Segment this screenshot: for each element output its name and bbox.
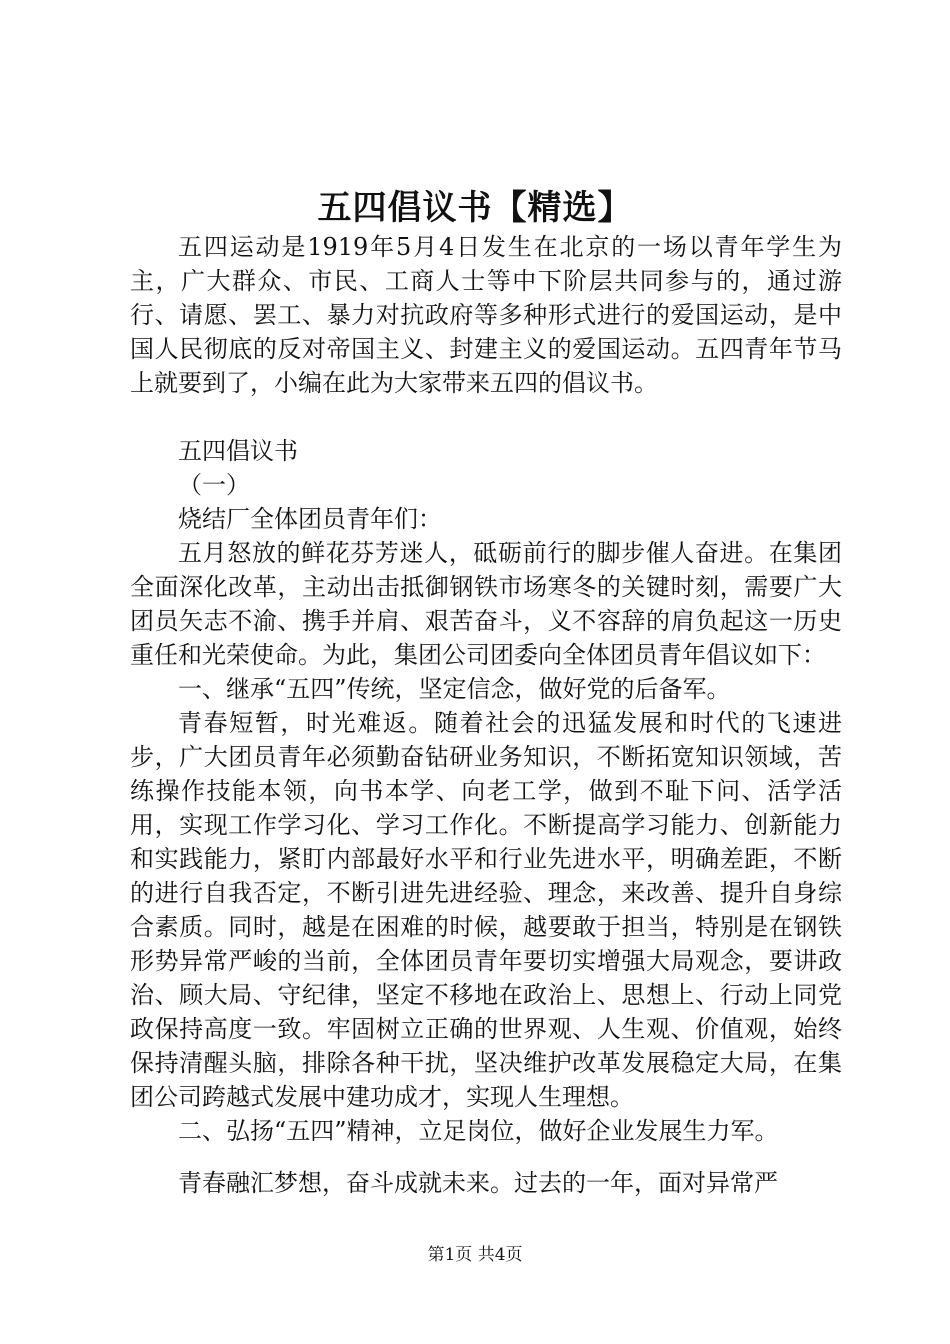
document-body	[130, 230, 842, 1200]
intro-paragraph: 五四运动是1919年5月4日发生在北京的一场以青年学生为主，广大群众、市民、工商人士等中下阶层共同参与的，通过游行、请愿、罢工、暴力对抗政府等多种形式进行的爱国运动，是中国人民彻底的反对帝国主义、封建主义的爱国运动。五四青年节马上就要到了，小编在此为大家带来五四的倡议书。	[130, 233, 842, 397]
page-footer: 第1页 共4页	[427, 1245, 523, 1265]
body-paragraph: 五月怒放的鲜花芬芳迷人，砥砺前行的脚步催人奋进。在集团全面深化改革，主动出击抵御钢铁市场寒冬的关键时刻，需要广大团员矢志不渝、携手并肩、艰苦奋斗，义不容辞的肩负起这一历史重任和光荣使命。为此，集团公司团委向全体团员青年倡议如下：	[130, 539, 842, 669]
body-paragraph: 青春融汇梦想，奋斗成就未来。过去的一年，面对异常严	[178, 1169, 778, 1197]
body-paragraph: 青春短暂，时光难返。随着社会的迅猛发展和时代的飞速进步，广大团员青年必须勤奋钻研业务知识，不断拓宽知识领域，苦练操作技能本领，向书本学、向老工学，做到不耻下问、活学活用，实现工作学习化、学习工作化。不断提高学习能力、创新能力和实践能力，紧盯内部最好水平和行业先进水平，明确差距，不断的进行自我否定，不断引进先进经验、理念，来改善、提升自身综合素质。同时，越是在困难的时候，越要敢于担当，特别是在钢铁形势异常严峻的当前，全体团员青年要切实增强大局观念，要讲政治、顾大局、守纪律，坚定不移地在政治上、思想上、行动上同党政保持高度一致。牢固树立正确的世界观、人生观、价值观，始终保持清醒头脑，排除各种干扰，坚决维护改革发展稳定大局，在集团公司跨越式发展中建功成才，实现人生理想。	[130, 709, 842, 1111]
point-heading-2: 二、弘扬“五四”精神，立足岗位，做好企业发展生力军。	[178, 1117, 779, 1145]
section-heading: 五四倡议书	[178, 437, 298, 465]
section-number: （一）	[178, 471, 250, 499]
salutation: 烧结厂全体团员青年们：	[178, 505, 442, 533]
point-heading-1: 一、继承“五四”传统，坚定信念，做好党的后备军。	[178, 675, 731, 703]
document-title: 五四倡议书【精选】	[317, 188, 633, 228]
